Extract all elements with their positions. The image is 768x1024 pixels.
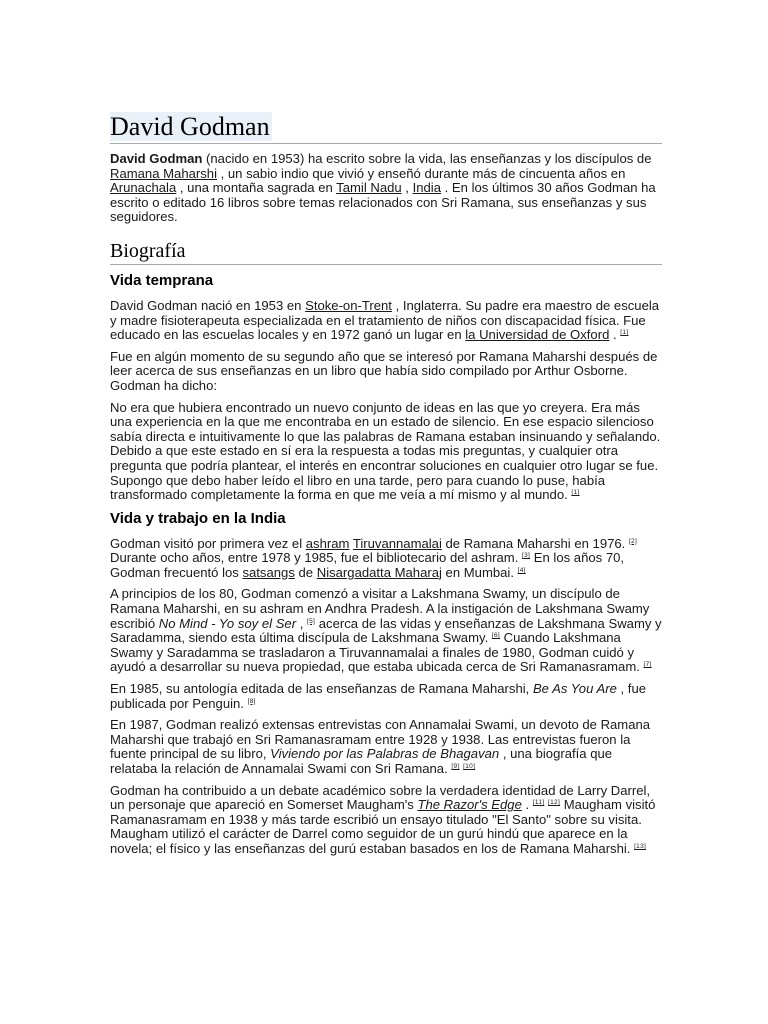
link-universidad-oxford[interactable]: la Universidad de Oxford: [465, 327, 610, 343]
reference-link[interactable]: [1]: [571, 489, 580, 497]
intro-text: , un sabio indio que vivió y enseñó durante más de cincuenta años en: [216, 165, 626, 181]
paragraph-india-1: [110, 537, 662, 581]
book-title: Be As You Are: [532, 681, 617, 697]
paragraph-quote: [110, 401, 662, 503]
reference-link[interactable]: [3]: [522, 552, 531, 560]
link-tamil-nadu[interactable]: Tamil Nadu: [336, 180, 402, 196]
link-nisargadatta-maharaj[interactable]: Nisargadatta Maharaj: [316, 564, 442, 580]
text: , Inglaterra. Su padre era maestro de escuela y madre fisioterapeuta especializada en el tratamiento de niños con discapacidad física. Fue educado en las escuelas locales y en 1972 ganó un lugar en: [110, 297, 660, 343]
text: .: [521, 797, 533, 813]
text: Godman visitó por primera vez el: [110, 535, 306, 551]
text: Cuando Lakshmana Swamy y Saradamma se trasladaron a Tiruvannamalai a finales de 1980, Godman cuidó y ayudó a desarrollar su nueva propiedad, que estaba ubicada cerca de Sri Ramanasramam.: [110, 630, 644, 675]
paragraph-india-2: [110, 587, 662, 675]
page-title-text: David Godman: [110, 112, 270, 141]
paragraph-india-5: [110, 784, 662, 857]
paragraph-early-life-2: Fue en algún momento de su segundo año que se interesó por Ramana Maharshi después de leer acerca de sus enseñanzas en un libro que había sido compilado por Arthur Osborne. Godman ha dicho:: [110, 348, 658, 393]
reference-link[interactable]: [12]: [548, 799, 561, 807]
intro-paragraph: [110, 152, 662, 225]
book-title: No Mind - Yo soy el Ser: [158, 615, 297, 631]
text: .: [609, 327, 621, 343]
link-ashram[interactable]: ashram: [305, 535, 350, 551]
reference-link[interactable]: [10]: [463, 763, 476, 770]
text: Maugham visitó Ramanasramam en 1938 y más tarde escribió un ensayo titulado "El Santo" sobre su visita. Maugham utilizó el carácter de Darrel como seguidor de un gurú hindú que aparece en la novela; el físico y las enseñanzas del gurú estaban basados en los de Ramana Maharshi.: [110, 797, 656, 856]
link-the-razors-edge[interactable]: The Razor's Edge: [417, 797, 522, 813]
text: En los años 70, Godman frecuentó los: [110, 550, 625, 580]
text: acerca de las vidas y enseñanzas de Lakshmana Swamy y Saradamma, siendo esta última discípula de Lakshmana Swamy.: [110, 615, 662, 646]
quote-text: No era que hubiera encontrado un nuevo conjunto de ideas en las que yo creyera. Era más una experiencia en la que me encontraba en un estado de silencio. En ese espacio silencioso sabía directa e intuitivamente lo que las palabras de Ramana estaban insinuando y señalando. Debido a que este estado en sí era la respuesta a todas mis preguntas, y cualquier otra pregunta que podría plantear, el interés en encontrar soluciones en cualquier otro lugar se fue. Supongo que debo haber leído el libro en una tarde, pero para cuando lo puse, había transformado completamente la forma en que me veía a mí mismo y al mundo.: [110, 399, 661, 503]
reference-link[interactable]: [7]: [643, 661, 652, 669]
section-heading-biografia: Biografía: [110, 239, 662, 265]
intro-text: . En los últimos 30 años Godman ha escrito o editado 16 libros sobre temas relacionados con Sri Ramana, sus enseñanzas y sus seguidores.: [110, 180, 656, 225]
link-tiruvannamalai[interactable]: Tiruvannamalai: [352, 535, 442, 551]
text: Durante ocho años, entre 1978 y 1985, fue el bibliotecario del ashram.: [110, 550, 522, 566]
article-content: [110, 112, 662, 864]
text: David Godman nació en 1953 en: [110, 297, 306, 313]
reference-link[interactable]: [4]: [517, 566, 526, 574]
reference-link[interactable]: [13]: [634, 842, 647, 850]
link-arunachala[interactable]: Arunachala: [110, 180, 177, 196]
subsection-heading-vida-trabajo-india: Vida y trabajo en la India: [110, 509, 286, 527]
text: A principios de los 80, Godman comenzó a visitar a Lakshmana Swamy, un discípulo de Ramana Maharshi, en su ashram en Andhra Pradesh. A la instigación de Lakshmana Swamy escribió: [110, 586, 650, 631]
reference-link[interactable]: [6]: [491, 632, 500, 640]
reference-link[interactable]: [11]: [532, 799, 545, 807]
text: En 1987, Godman realizó extensas entrevistas con Annamalai Swami, un devoto de Ramana Maharshi que trabajó en Sri Ramanasramam entre 1928 y 1938. Las entrevistas fueron la fuente principal de su libro,: [110, 717, 651, 762]
reference-link[interactable]: [9]: [451, 763, 460, 770]
paragraph-early-life-1: [110, 299, 662, 343]
text: Godman ha contribuido a un debate académico sobre la verdadera identidad de Larry Darrel, un personaje que apareció en Somerset Maugham's: [110, 782, 651, 813]
reference-link[interactable]: [5]: [307, 617, 316, 625]
intro-name: David Godman: [110, 151, 203, 166]
text: , una biografía que relataba la relación de Annamalai Swami con Sri Ramana.: [110, 746, 613, 776]
text: en Mumbai.: [441, 564, 518, 580]
text: de Ramana Maharshi en 1976.: [441, 535, 629, 551]
reference-link[interactable]: [2]: [628, 537, 638, 545]
intro-text: (nacido en 1953) ha escrito sobre la vida, las enseñanzas y los discípulos de: [202, 151, 652, 166]
text: , fue publicada por Penguin.: [110, 681, 647, 711]
book-title: Viviendo por las Palabras de Bhagavan: [270, 746, 500, 762]
link-india[interactable]: India: [412, 180, 441, 196]
reference-link[interactable]: [8]: [247, 697, 256, 705]
intro-text: , una montaña sagrada en: [176, 180, 337, 196]
text: ,: [296, 615, 307, 631]
text: de: [294, 564, 317, 580]
link-satsangs[interactable]: satsangs: [242, 564, 295, 580]
reference-link[interactable]: [1]: [620, 329, 629, 337]
paragraph-india-3: [110, 682, 662, 711]
text: En 1985, su antología editada de las enseñanzas de Ramana Maharshi,: [110, 681, 533, 697]
page-title: [110, 112, 662, 144]
subsection-heading-vida-temprana: Vida temprana: [110, 271, 214, 289]
link-ramana-maharshi[interactable]: Ramana Maharshi: [110, 165, 217, 181]
link-stoke-on-trent[interactable]: Stoke-on-Trent: [305, 297, 392, 313]
intro-text: ,: [401, 180, 413, 196]
paragraph-india-4: [110, 718, 662, 776]
